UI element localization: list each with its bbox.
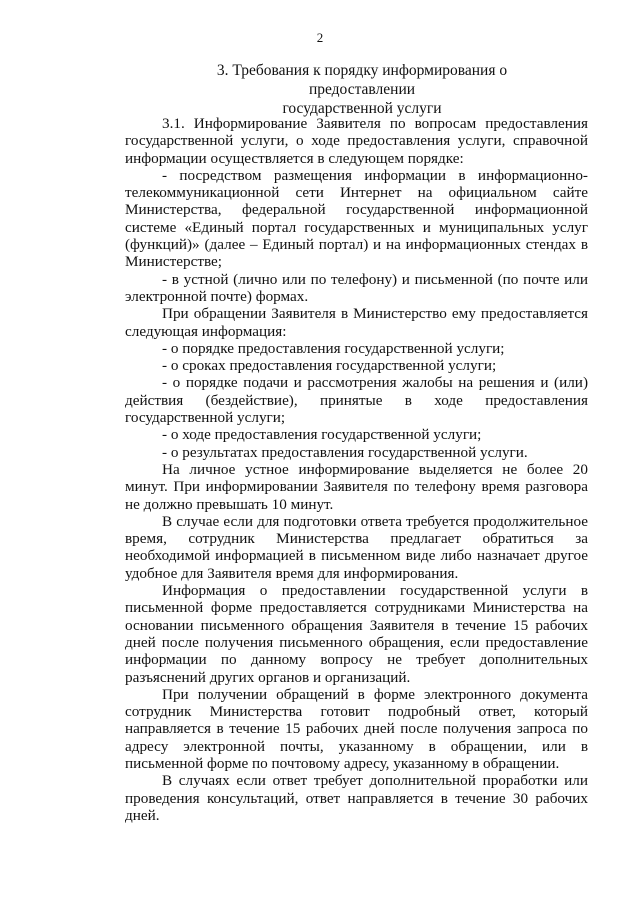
list-item-oral-written: - в устной (лично или по телефону) и письменной (по почте или электронной почте) формах. xyxy=(125,270,588,305)
list-item-internet: - посредством размещения информации в информационно-телекоммуникационной сети Интернет на официальном сайте Министерства, федеральной государственной информационной системе «Единый портал государственных и муниципальных услуг (функций)» (далее – Единый портал) и на информационных стендах в Министерстве; xyxy=(125,166,588,271)
body-text xyxy=(125,115,588,824)
list-item-terms: - о сроках предоставления государственной услуги; xyxy=(162,357,497,375)
paragraph-long-answer: В случае если для подготовки ответа требуется продолжительное время, сотрудник Министерства предлагает обратиться за необходимой информацией в письменном виде либо назначает другое удобное для Заявителя время для информирования. xyxy=(125,512,588,582)
list-item-results: - о результатах предоставления государственной услуги. xyxy=(162,443,528,461)
paragraph-consultations: В случаях если ответ требует дополнительной проработки или проведения консультаций, ответ направляется в течение 30 рабочих дней. xyxy=(125,772,588,824)
section-title-line-1: 3. Требования к порядку информирования о предоставлении xyxy=(216,62,508,98)
paragraph-info-provided: При обращении Заявителя в Министерство ему предоставляется следующая информация: xyxy=(125,305,588,340)
section-title-line-2: государственной услуги xyxy=(282,100,442,117)
list-item-progress: - о ходе предоставления государственной услуги; xyxy=(162,426,482,444)
list-item-complaints: - о порядке подачи и рассмотрения жалобы на решения и (или) действия (бездействие), принятые в ходе предоставления государственной услуги; xyxy=(125,374,588,427)
paragraph-oral-time: На личное устное информирование выделяется не более 20 минут. При информировании Заявителя по телефону время разговора не должно превышать 10 минут. xyxy=(125,460,588,513)
section-title xyxy=(170,61,554,118)
paragraph-electronic: При получении обращений в форме электронного документа сотрудник Министерства готовит подробный ответ, который направляется в течение 15 рабочих дней после получения запроса по адресу электронной почты, указанному в обращении, или в письменной форме по почтовому адресу, указанному в обращении. xyxy=(125,685,588,772)
page-number: 2 xyxy=(316,30,324,45)
list-item-procedure: - о порядке предоставления государственной услуги; xyxy=(162,339,505,357)
paragraph-3-1: 3.1. Информирование Заявителя по вопросам предоставления государственной услуги, о ходе предоставления услуги, справочной информации осуществляется в следующем порядке: xyxy=(125,115,588,167)
paragraph-written-info: Информация о предоставлении государственной услуги в письменной форме предоставляется сотрудниками Министерства на основании письменного обращения Заявителя в течение 15 рабочих дней после получения письменного обращения, если предоставление информации по данному вопросу не требует дополнительных разъяснений других органов и организаций. xyxy=(125,582,588,686)
